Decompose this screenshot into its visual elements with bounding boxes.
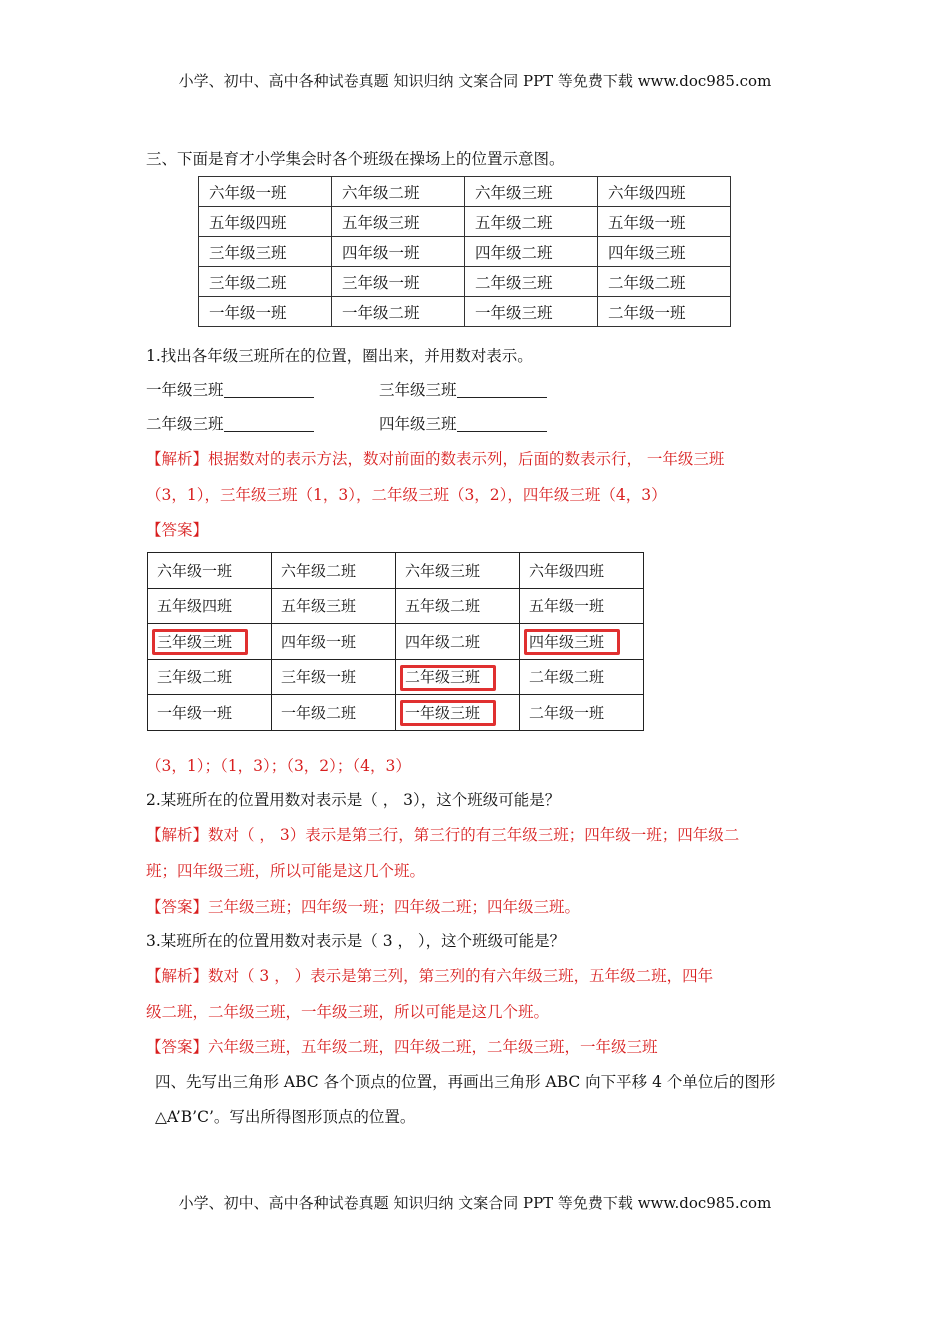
table-row — [148, 553, 644, 589]
answer-blank[interactable] — [457, 381, 547, 398]
q3-analysis-line2: 级二班，二年级三班，一年级三班，所以可能是这几个班。 — [146, 1003, 550, 1021]
table-cell: 五年级一班 — [520, 588, 644, 624]
table-cell: 一年级三班 — [396, 695, 520, 731]
table-cell: 三年级三班 — [148, 624, 272, 660]
table-row — [148, 695, 644, 731]
table-row — [199, 177, 731, 207]
table-cell: 六年级三班 — [396, 553, 520, 589]
table-row — [199, 267, 731, 297]
q2-answer: 【答案】三年级三班；四年级一班；四年级二班；四年级三班。 — [146, 898, 581, 916]
q1-analysis-line2: （3，1），三年级三班（1，3），二年级三班（3，2），四年级三班（4，3） — [146, 486, 667, 504]
table-cell: 一年级二班 — [332, 297, 465, 327]
table-cell: 二年级二班 — [520, 659, 644, 695]
table-cell: 三年级一班 — [272, 659, 396, 695]
answer-circle-mark — [400, 665, 496, 691]
section4-line1: 四、先写出三角形 ABC 各个顶点的位置，再画出三角形 ABC 向下平移 4 个单位后的图形 — [155, 1073, 776, 1091]
table-cell: 五年级一班 — [598, 207, 731, 237]
table-cell: 四年级二班 — [396, 624, 520, 660]
table-cell: 六年级三班 — [465, 177, 598, 207]
table-cell: 六年级一班 — [199, 177, 332, 207]
answer-circle-mark — [400, 700, 496, 726]
answer-circle-mark — [524, 629, 620, 655]
class-position-table — [198, 176, 731, 327]
table-cell: 五年级三班 — [332, 207, 465, 237]
table-cell: 四年级三班 — [520, 624, 644, 660]
table-cell: 五年级四班 — [148, 588, 272, 624]
answer-table-image — [147, 552, 644, 731]
table-row — [199, 297, 731, 327]
section4-line2: △A’B’C’。写出所得图形顶点的位置。 — [155, 1108, 416, 1126]
q1-analysis-line1: 【解析】根据数对的表示方法，数对前面的数表示列，后面的数表示行， 一年级三班 — [146, 450, 725, 468]
table-cell: 六年级二班 — [332, 177, 465, 207]
fill-row-1b — [379, 378, 547, 400]
table-cell: 一年级一班 — [199, 297, 332, 327]
fill-row-2 — [146, 412, 314, 434]
fill-label: 三年级三班 — [379, 381, 457, 399]
table-row — [148, 588, 644, 624]
answer-circle-mark — [152, 629, 248, 655]
fill-label: 一年级三班 — [146, 381, 224, 399]
page-header: 小学、初中、高中各种试卷真题 知识归纳 文案合同 PPT 等免费下载 www.doc985.com — [178, 72, 772, 90]
table-row — [199, 207, 731, 237]
fill-label: 二年级三班 — [146, 415, 224, 433]
q3-analysis-line1: 【解析】数对（ 3 ， ）表示是第三列，第三列的有六年级三班，五年级二班，四年 — [146, 967, 714, 985]
table-cell: 六年级二班 — [272, 553, 396, 589]
fill-row-1 — [146, 378, 314, 400]
table-cell: 四年级三班 — [598, 237, 731, 267]
table-cell: 四年级一班 — [272, 624, 396, 660]
table-cell: 四年级二班 — [465, 237, 598, 267]
q2-analysis-line2: 班；四年级三班，所以可能是这几个班。 — [146, 862, 426, 880]
table-cell: 一年级三班 — [465, 297, 598, 327]
table-cell: 五年级二班 — [396, 588, 520, 624]
q1-text: 1.找出各年级三班所在的位置，圈出来，并用数对表示。 — [146, 347, 533, 365]
fill-row-2b — [379, 412, 547, 434]
table-cell: 三年级一班 — [332, 267, 465, 297]
table-cell: 四年级一班 — [332, 237, 465, 267]
table-cell: 二年级一班 — [598, 297, 731, 327]
table-cell: 五年级四班 — [199, 207, 332, 237]
table-cell: 二年级二班 — [598, 267, 731, 297]
q2-text: 2.某班所在的位置用数对表示是（ ， 3），这个班级可能是？ — [146, 791, 561, 809]
q3-answer: 【答案】六年级三班，五年级二班，四年级二班，二年级三班，一年级三班 — [146, 1038, 658, 1056]
table-cell: 二年级三班 — [465, 267, 598, 297]
table-cell: 一年级二班 — [272, 695, 396, 731]
q1-answer-pairs: （3，1）；（1，3）；（3，2）；（4，3） — [146, 757, 411, 775]
q1-answer-label: 【答案】 — [146, 521, 209, 539]
table-row — [148, 659, 644, 695]
page-footer: 小学、初中、高中各种试卷真题 知识归纳 文案合同 PPT 等免费下载 www.doc985.com — [178, 1194, 772, 1212]
q3-text: 3.某班所在的位置用数对表示是（ 3 ， ），这个班级可能是？ — [146, 932, 566, 950]
table-cell: 二年级三班 — [396, 659, 520, 695]
table-row — [148, 624, 644, 660]
section3-title: 三、下面是育才小学集会时各个班级在操场上的位置示意图。 — [146, 150, 565, 168]
table-cell: 五年级三班 — [272, 588, 396, 624]
table-cell: 二年级一班 — [520, 695, 644, 731]
table-row — [199, 237, 731, 267]
table-cell: 六年级四班 — [598, 177, 731, 207]
table-cell: 五年级二班 — [465, 207, 598, 237]
table-cell: 三年级二班 — [148, 659, 272, 695]
table-cell: 三年级二班 — [199, 267, 332, 297]
fill-label: 四年级三班 — [379, 415, 457, 433]
answer-blank[interactable] — [457, 415, 547, 432]
table-cell: 六年级四班 — [520, 553, 644, 589]
answer-blank[interactable] — [224, 381, 314, 398]
table-cell: 一年级一班 — [148, 695, 272, 731]
table-cell: 三年级三班 — [199, 237, 332, 267]
table-cell: 六年级一班 — [148, 553, 272, 589]
q2-analysis-line1: 【解析】数对（ ， 3）表示是第三行，第三行的有三年级三班；四年级一班；四年级二 — [146, 826, 740, 844]
answer-blank[interactable] — [224, 415, 314, 432]
